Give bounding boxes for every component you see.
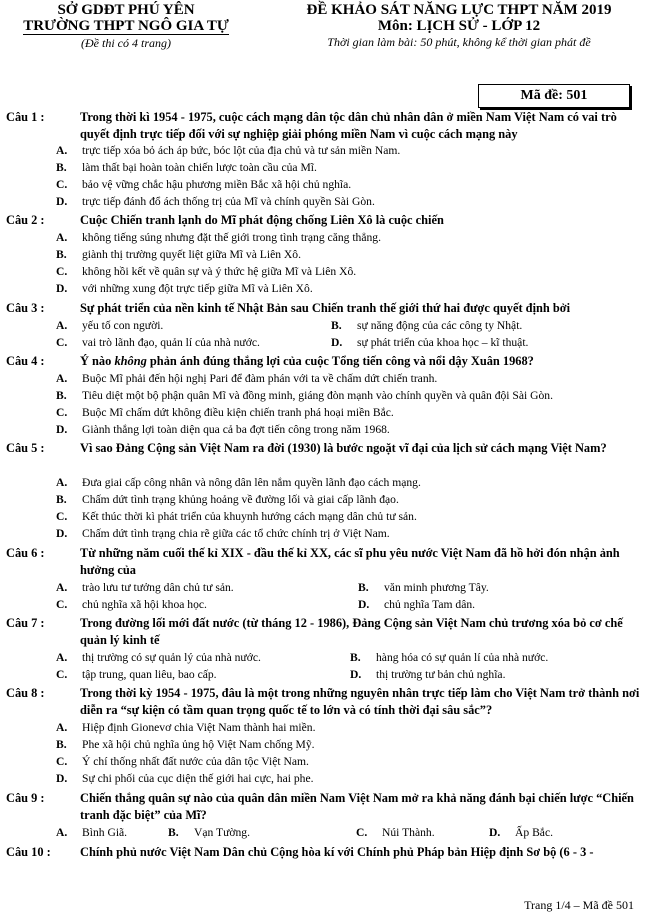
subject-line: Môn: LỊCH SỬ - LỚP 12 — [377, 18, 541, 34]
option-text: Ấp Bắc. — [515, 826, 553, 839]
question-text: phản ánh đúng thắng lợi của cuộc Tổng tiến công và nổi dậy Xuân 1968? — [146, 354, 534, 368]
school-name: TRƯỜNG THPT NGÔ GIA TỰ — [23, 18, 229, 34]
question-text: Sự phát triển của nền kinh tế Nhật Bản sau Chiến tranh thế giới thứ hai được quyết định bởi — [80, 301, 571, 315]
option-letter: A. — [56, 319, 68, 332]
option-text: Buộc Mĩ chấm dứt không điều kiện chiến tranh phá hoại miền Bắc. — [82, 406, 394, 419]
question-10 — [6, 844, 646, 861]
question-number: Câu 10 : — [6, 845, 51, 859]
question-number: Câu 4 : — [6, 354, 45, 368]
option-text: không hồi kết về quân sự và ý thức hệ giữa Mĩ và Liên Xô. — [82, 265, 357, 278]
option-letter: C. — [56, 510, 68, 523]
option-text: văn minh phương Tây. — [384, 581, 489, 594]
question-6-options — [6, 580, 646, 614]
option-text: chủ nghĩa xã hội khoa học. — [82, 598, 207, 611]
question-7 — [6, 615, 646, 648]
option-text: vai trò lãnh đạo, quản lí của nhà nước. — [82, 336, 260, 349]
option-text: Kết thúc thời kì phát triển của khuynh hướng cách mạng dân chủ tư sản. — [82, 510, 417, 523]
question-number: Câu 1 : — [6, 110, 45, 124]
question-text: Chính phủ nước Việt Nam Dân chủ Cộng hòa kí với Chính phủ Pháp bản Hiệp định Sơ bộ (6 - 3 - — [80, 845, 594, 859]
option-text: thị trường tư bản chủ nghĩa. — [376, 668, 506, 681]
option-text: trực tiếp đánh đổ ách thống trị của Mĩ và chính quyền Sài Gòn. — [82, 195, 375, 208]
option-letter: B. — [350, 651, 361, 664]
option-letter: B. — [168, 826, 179, 839]
option-letter: A. — [56, 826, 68, 839]
question-text: Từ những năm cuối thế kỉ XIX - đầu thế kỉ XX, các sĩ phu yêu nước Việt Nam đã hồ hởi đón nhận ảnh hưởng của — [80, 546, 620, 577]
option-letter: A. — [56, 372, 68, 385]
option-text: Giành thắng lợi toàn diện qua cả ba đợt tiến công trong năm 1968. — [82, 423, 390, 436]
option-letter: D. — [56, 195, 68, 208]
option-letter: C. — [56, 406, 68, 419]
option-text: Vạn Tường. — [194, 826, 250, 839]
option-text: thị trường có sự quản lý của nhà nước. — [82, 651, 261, 664]
question-7-options — [6, 650, 646, 684]
option-letter: B. — [358, 581, 369, 594]
question-9 — [6, 790, 646, 823]
question-number: Câu 5 : — [6, 441, 45, 455]
option-text: Chấm dứt tình trạng chia rẽ giữa các tổ chức chính trị ở Việt Nam. — [82, 527, 390, 540]
question-5-options — [6, 475, 646, 543]
option-text: sự năng động của các công ty Nhật. — [357, 319, 523, 332]
option-letter: C. — [56, 598, 68, 611]
question-5 — [6, 440, 646, 457]
option-text: Buộc Mĩ phải đến hội nghị Pari để đàm phán với ta về chấm dứt chiến tranh. — [82, 372, 438, 385]
question-4-options — [6, 371, 646, 439]
question-number: Câu 2 : — [6, 213, 45, 227]
option-letter: D. — [358, 598, 370, 611]
question-9-options — [6, 825, 646, 842]
time-note: Thời gian làm bài: 50 phút, không kể thời gian phát đề — [327, 35, 591, 49]
option-letter: C. — [56, 668, 68, 681]
question-text: Trong thời kì 1954 - 1975, cuộc cách mạng dân tộc dân chủ nhân dân ở miền Nam Việt Nam có vai trò quyết định trực tiếp đối với sự nghiệp giải phóng miền Nam vì cuộc cách mạng này — [80, 110, 617, 141]
exam-code-box: Mã đề: 501 — [478, 84, 630, 108]
option-letter: A. — [56, 581, 68, 594]
option-letter: D. — [489, 826, 501, 839]
option-text: tập trung, quan liêu, bao cấp. — [82, 668, 217, 681]
option-text: chủ nghĩa Tam dân. — [384, 598, 476, 611]
option-text: với những xung đột trực tiếp giữa Mĩ và Liên Xô. — [82, 282, 313, 295]
option-text: trực tiếp xóa bỏ ách áp bức, bóc lột của địa chủ và tư sản miền Nam. — [82, 144, 401, 157]
exam-title: ĐỀ KHẢO SÁT NĂNG LỰC THPT NĂM 2019 — [306, 2, 612, 18]
option-letter: D. — [331, 336, 343, 349]
question-3-options — [6, 318, 646, 352]
question-text: Chiến thắng quân sự nào của quân dân miền Nam Việt Nam mở ra khả năng đánh bại chiến lược “Chiến tranh đặc biệt” của Mĩ? — [80, 791, 634, 822]
option-text: không tiếng súng nhưng đặt thế giới trong tình trạng căng thẳng. — [82, 231, 381, 244]
question-text: Trong thời kỳ 1954 - 1975, đâu là một trong những nguyên nhân trực tiếp làm cho Việt Nam trở thành nơi diễn ra “sự kiện có tầm quan trọng quốc tế to lớn và có tính thời đại sâu sắc”? — [80, 686, 640, 717]
page-footer: Trang 1/4 – Mã đề 501 — [524, 898, 634, 912]
question-1-options — [6, 143, 646, 211]
option-letter: D. — [56, 282, 68, 295]
question-text: Cuộc Chiến tranh lạnh do Mĩ phát động chống Liên Xô là cuộc chiến — [80, 213, 444, 227]
option-text: Hiệp định Gionevơ chia Việt Nam thành hai miền. — [82, 721, 316, 734]
option-text: Đưa giai cấp công nhân và nông dân lên nắm quyền lãnh đạo cách mạng. — [82, 476, 421, 489]
header-right — [268, 2, 650, 50]
option-letter: D. — [56, 772, 68, 785]
option-letter: B. — [56, 161, 67, 174]
option-letter: A. — [56, 721, 68, 734]
question-number: Câu 3 : — [6, 301, 45, 315]
question-number: Câu 9 : — [6, 791, 45, 805]
option-text: Núi Thành. — [382, 826, 435, 839]
option-text: trào lưu tư tưởng dân chủ tư sản. — [82, 581, 234, 594]
option-letter: C. — [356, 826, 368, 839]
option-text: yếu tố con người. — [82, 319, 164, 332]
question-8 — [6, 685, 646, 718]
option-letter: D. — [350, 668, 362, 681]
question-8-options — [6, 720, 646, 788]
option-text: làm thất bại hoàn toàn chiến lược toàn cầu của Mĩ. — [82, 161, 317, 174]
question-number: Câu 8 : — [6, 686, 45, 700]
question-number: Câu 7 : — [6, 616, 45, 630]
option-text: hàng hóa có sự quản lí của nhà nước. — [376, 651, 549, 664]
question-text: Vì sao Đảng Cộng sản Việt Nam ra đời (1930) là bước ngoặt vĩ đại của lịch sử cách mạng Việt Nam? — [80, 441, 607, 455]
option-letter: B. — [331, 319, 342, 332]
question-4 — [6, 353, 646, 370]
option-letter: C. — [56, 178, 68, 191]
question-emphasis: không — [114, 354, 147, 368]
option-text: Phe xã hội chủ nghĩa ủng hộ Việt Nam chống Mỹ. — [82, 738, 315, 751]
option-letter: B. — [56, 248, 67, 261]
question-2-options — [6, 230, 646, 298]
question-text: Ý nào — [80, 354, 115, 368]
option-letter: D. — [56, 527, 68, 540]
option-letter: B. — [56, 389, 67, 402]
department-name: SỞ GDĐT PHÚ YÊN — [57, 2, 195, 18]
header-left — [8, 2, 244, 51]
option-letter: D. — [56, 423, 68, 436]
question-3 — [6, 300, 646, 317]
question-2 — [6, 212, 646, 229]
option-letter: A. — [56, 651, 68, 664]
option-text: Tiêu diệt một bộ phận quân Mĩ và đồng minh, giáng đòn mạnh vào chính quyền và quân đội Sài Gòn. — [82, 389, 553, 402]
option-text: Bình Giã. — [82, 826, 128, 839]
option-letter: B. — [56, 493, 67, 506]
pages-note: (Đề thi có 4 trang) — [81, 36, 171, 50]
option-letter: A. — [56, 144, 68, 157]
option-text: sự phát triển của khoa học – kĩ thuật. — [357, 336, 529, 349]
option-text: bảo vệ vững chắc hậu phương miền Bắc xã hội chủ nghĩa. — [82, 178, 352, 191]
question-6 — [6, 545, 646, 578]
option-text: Chấm dứt tình trạng khủng hoảng về đường lối và giai cấp lãnh đạo. — [82, 493, 399, 506]
option-text: Ý chí thống nhất đất nước của dân tộc Việt Nam. — [82, 755, 309, 768]
question-1 — [6, 109, 646, 142]
option-letter: C. — [56, 755, 68, 768]
option-text: giành thị trường quyết liệt giữa Mĩ và Liên Xô. — [82, 248, 301, 261]
option-letter: C. — [56, 336, 68, 349]
question-text: Trong đường lối mới đất nước (từ tháng 12 - 1986), Đảng Cộng sản Việt Nam chủ trương xóa bỏ cơ chế quản lý kinh tế — [80, 616, 623, 647]
question-number: Câu 6 : — [6, 546, 45, 560]
option-text: Sự chi phối của cục diện thế giới hai cực, hai phe. — [82, 772, 314, 785]
option-letter: B. — [56, 738, 67, 751]
option-letter: A. — [56, 231, 68, 244]
option-letter: A. — [56, 476, 68, 489]
option-letter: C. — [56, 265, 68, 278]
